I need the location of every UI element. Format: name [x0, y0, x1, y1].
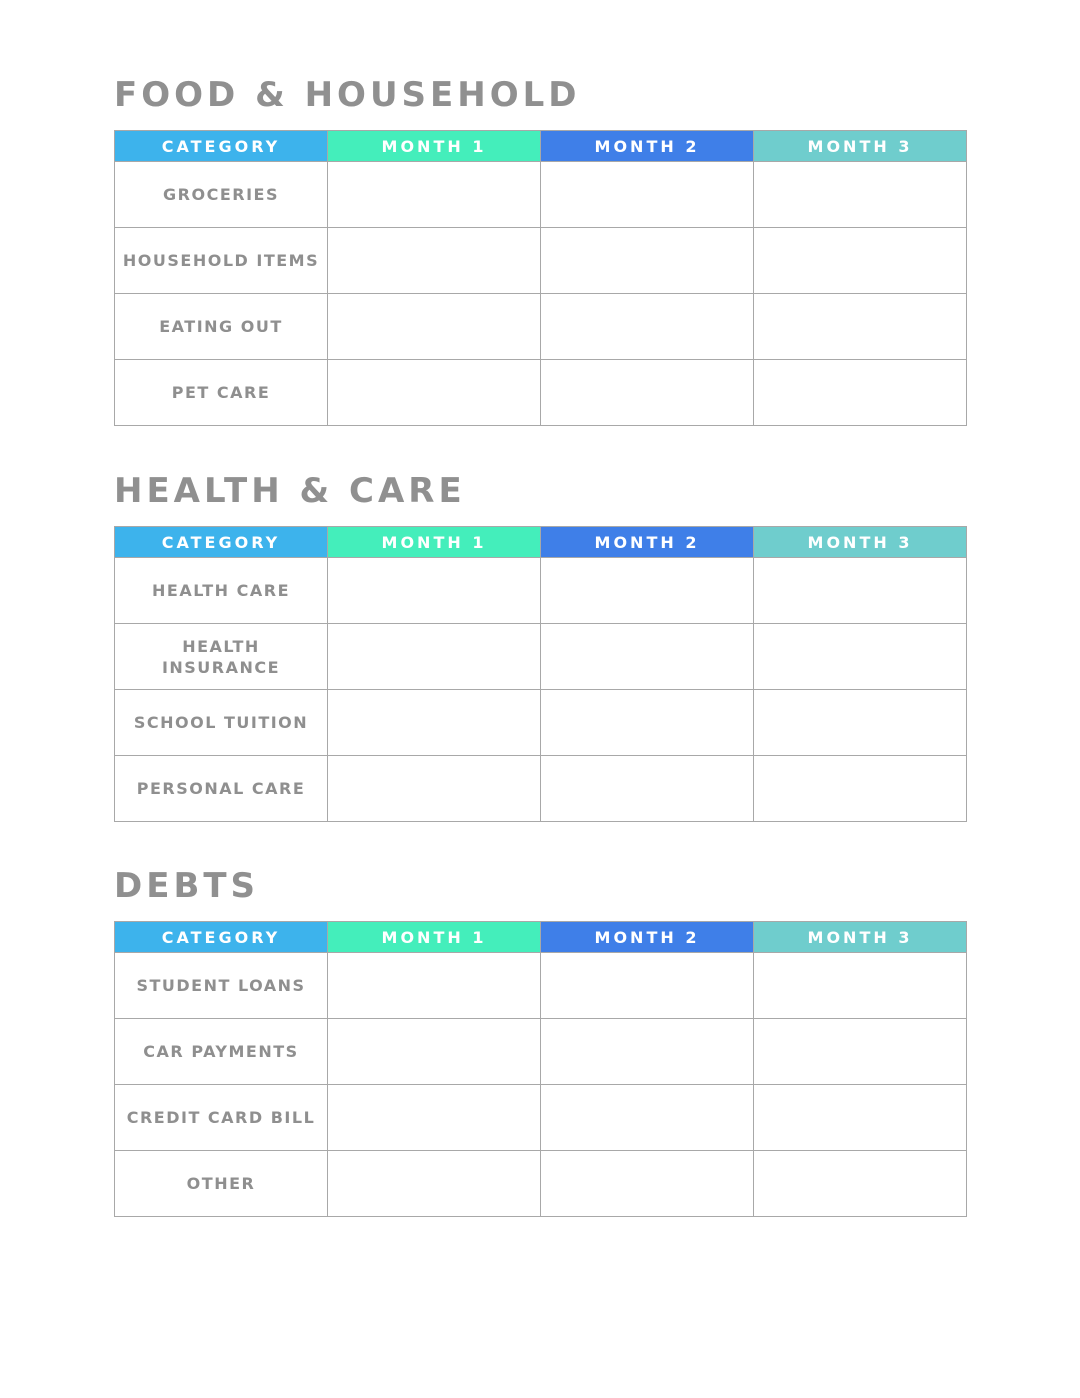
category-label: PERSONAL CARE — [115, 756, 328, 822]
month-1-cell[interactable] — [328, 558, 541, 624]
table-row — [115, 953, 967, 1019]
month-1-cell[interactable] — [328, 1019, 541, 1085]
month-3-cell[interactable] — [754, 228, 967, 294]
section-title: HEALTH & CARE — [114, 471, 466, 511]
month-2-cell[interactable] — [541, 294, 754, 360]
header-month-1: MONTH 1 — [328, 922, 541, 953]
section-title: FOOD & HOUSEHOLD — [114, 75, 581, 115]
header-month-2: MONTH 2 — [541, 527, 754, 558]
table-header-row — [115, 527, 967, 558]
month-1-cell[interactable] — [328, 294, 541, 360]
month-2-cell[interactable] — [541, 360, 754, 426]
header-month-2: MONTH 2 — [541, 922, 754, 953]
month-2-cell[interactable] — [541, 624, 754, 690]
month-2-cell[interactable] — [541, 756, 754, 822]
month-1-cell[interactable] — [328, 1151, 541, 1217]
table-row — [115, 690, 967, 756]
month-3-cell[interactable] — [754, 1019, 967, 1085]
category-label: CREDIT CARD BILL — [115, 1085, 328, 1151]
month-3-cell[interactable] — [754, 953, 967, 1019]
table-row — [115, 360, 967, 426]
month-2-cell[interactable] — [541, 162, 754, 228]
month-1-cell[interactable] — [328, 1085, 541, 1151]
table-header-row — [115, 131, 967, 162]
month-2-cell[interactable] — [541, 558, 754, 624]
category-label: CAR PAYMENTS — [115, 1019, 328, 1085]
table-row — [115, 1151, 967, 1217]
category-label: OTHER — [115, 1151, 328, 1217]
section-title: DEBTS — [114, 866, 260, 906]
table-row — [115, 1085, 967, 1151]
month-3-cell[interactable] — [754, 360, 967, 426]
table-row — [115, 294, 967, 360]
month-1-cell[interactable] — [328, 162, 541, 228]
header-category: CATEGORY — [115, 527, 328, 558]
table-row — [115, 624, 967, 690]
category-label: STUDENT LOANS — [115, 953, 328, 1019]
header-category: CATEGORY — [115, 131, 328, 162]
table-row — [115, 558, 967, 624]
month-3-cell[interactable] — [754, 1085, 967, 1151]
month-3-cell[interactable] — [754, 558, 967, 624]
header-month-3: MONTH 3 — [754, 527, 967, 558]
month-1-cell[interactable] — [328, 360, 541, 426]
category-label: HOUSEHOLD ITEMS — [115, 228, 328, 294]
month-3-cell[interactable] — [754, 690, 967, 756]
header-month-3: MONTH 3 — [754, 131, 967, 162]
table-row — [115, 228, 967, 294]
header-month-3: MONTH 3 — [754, 922, 967, 953]
month-3-cell[interactable] — [754, 162, 967, 228]
month-1-cell[interactable] — [328, 228, 541, 294]
header-month-1: MONTH 1 — [328, 131, 541, 162]
category-label: SCHOOL TUITION — [115, 690, 328, 756]
month-2-cell[interactable] — [541, 1019, 754, 1085]
budget-table — [114, 526, 967, 822]
month-2-cell[interactable] — [541, 228, 754, 294]
month-3-cell[interactable] — [754, 294, 967, 360]
month-1-cell[interactable] — [328, 624, 541, 690]
category-label: HEALTH INSURANCE — [115, 624, 328, 690]
month-1-cell[interactable] — [328, 953, 541, 1019]
budget-table — [114, 130, 967, 426]
category-label: PET CARE — [115, 360, 328, 426]
month-2-cell[interactable] — [541, 953, 754, 1019]
header-category: CATEGORY — [115, 922, 328, 953]
budget-table — [114, 921, 967, 1217]
month-2-cell[interactable] — [541, 690, 754, 756]
category-label: EATING OUT — [115, 294, 328, 360]
month-2-cell[interactable] — [541, 1085, 754, 1151]
header-month-1: MONTH 1 — [328, 527, 541, 558]
header-month-2: MONTH 2 — [541, 131, 754, 162]
month-3-cell[interactable] — [754, 624, 967, 690]
month-3-cell[interactable] — [754, 756, 967, 822]
month-3-cell[interactable] — [754, 1151, 967, 1217]
table-header-row — [115, 922, 967, 953]
category-label: HEALTH CARE — [115, 558, 328, 624]
table-row — [115, 1019, 967, 1085]
month-1-cell[interactable] — [328, 690, 541, 756]
table-row — [115, 756, 967, 822]
table-row — [115, 162, 967, 228]
category-label: GROCERIES — [115, 162, 328, 228]
month-1-cell[interactable] — [328, 756, 541, 822]
month-2-cell[interactable] — [541, 1151, 754, 1217]
